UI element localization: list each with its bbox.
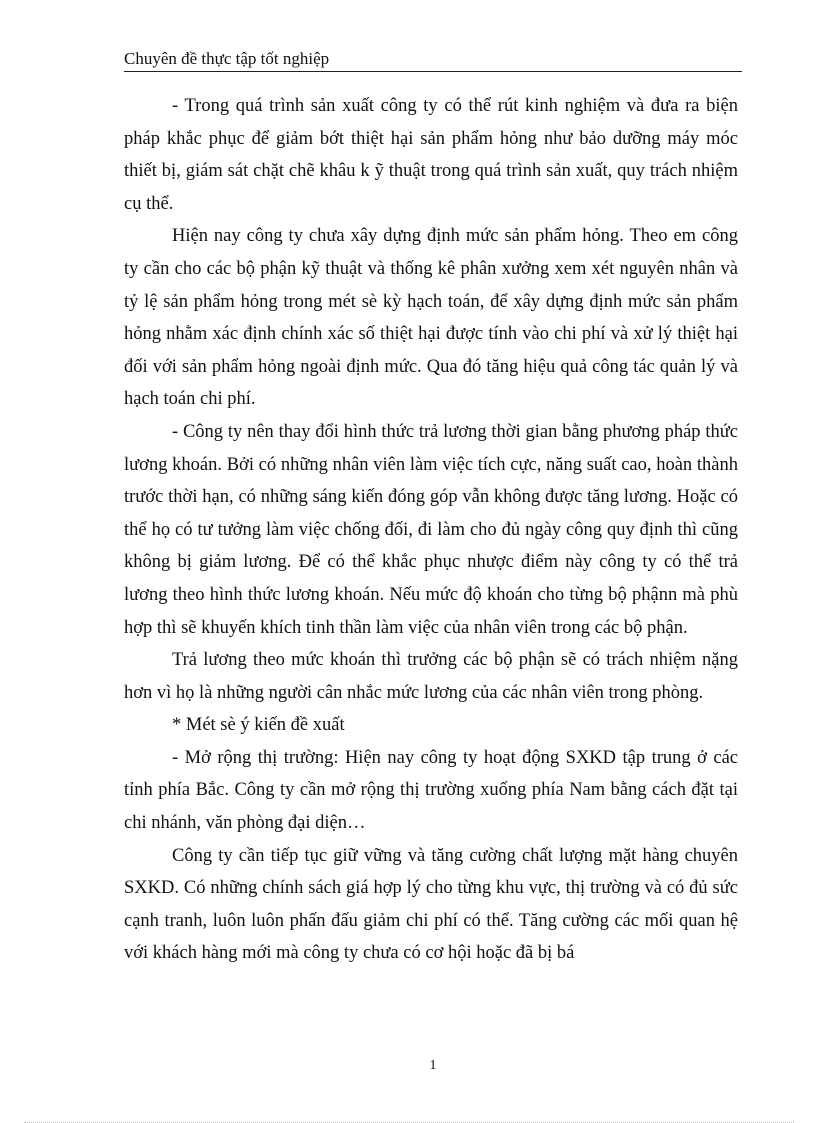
paragraph: Hiện nay công ty chưa xây dựng định mức sản phẩm hỏng. Theo em công ty cần cho các bộ phận kỹ thuật và thống kê phân xưởng xem xét nguyên nhân và tỷ lệ sản phẩm hỏng trong mét sè kỳ hạch toán, để xây dựng định mức sản phẩm hỏng nhằm xác định chính xác số thiệt hại được tính vào chi phí và xử lý thiệt hại đối với sản phẩm hỏng ngoài định mức. Qua đó tăng hiệu quả công tác quản lý và hạch toán chi phí. [124,226,738,410]
paragraph: - Trong quá trình sản xuất công ty có thể rút kinh nghiệm và đưa ra biện pháp khắc phục để giảm bớt thiệt hại sản phẩm hỏng như bảo dưỡng máy móc thiết bị, giám sát chặt chẽ khâu k ỹ thuật trong quá trình sản xuất, quy trách nhiệm cụ thể. [124,96,738,214]
paragraph: - Mở rộng thị trường: Hiện nay công ty hoạt động SXKD tập trung ở các tỉnh phía Bắc. Công ty cần mở rộng thị trường xuống phía Nam bằng cách đặt tại chi nhánh, văn phòng đại diện… [124,747,738,834]
paragraph: Trả lương theo mức khoán thì trưởng các bộ phận sẽ có trách nhiệm nặng hơn vì họ là những người cân nhắc mức lương của các nhân viên trong phòng. [124,650,738,703]
page-number: 1 [429,1058,437,1073]
paragraph: Công ty cần tiếp tục giữ vững và tăng cường chất lượng mặt hàng chuyên SXKD. Có những chính sách giá hợp lý cho từng khu vực, thị trường và có đủ sức cạnh tranh, luôn luôn phấn đấu giảm chi phí có thể. Tăng cường các mối quan hệ với khách hàng mới mà công ty chưa có cơ hội hoặc đã bị bá [124,845,738,964]
paragraph: - Công ty nên thay đổi hình thức trả lương thời gian bằng phương pháp thức lương khoán. Bởi có những nhân viên làm việc tích cực, năng suất cao, hoàn thành trước thời hạn, có những sáng kiến đóng góp vẫn không được tăng lương. Hoặc có thể họ có tư tưởng làm việc chống đối, đi làm cho đủ ngày công quy định thì cũng không bị giảm lương. Để có thể khắc phục nhược điểm này công ty có thể trả lương theo hình thức lương khoán. Nếu mức độ khoán cho từng bộ phậnn mà phù hợp thì sẽ khuyến khích tinh thần làm việc của nhân viên trong các bộ phận. [124,421,738,638]
section-heading: * Mét sè ý kiến đề xuất [172,715,345,736]
document-body [124,90,738,970]
running-header: Chuyên đề thực tập tốt nghiệp [124,49,742,72]
